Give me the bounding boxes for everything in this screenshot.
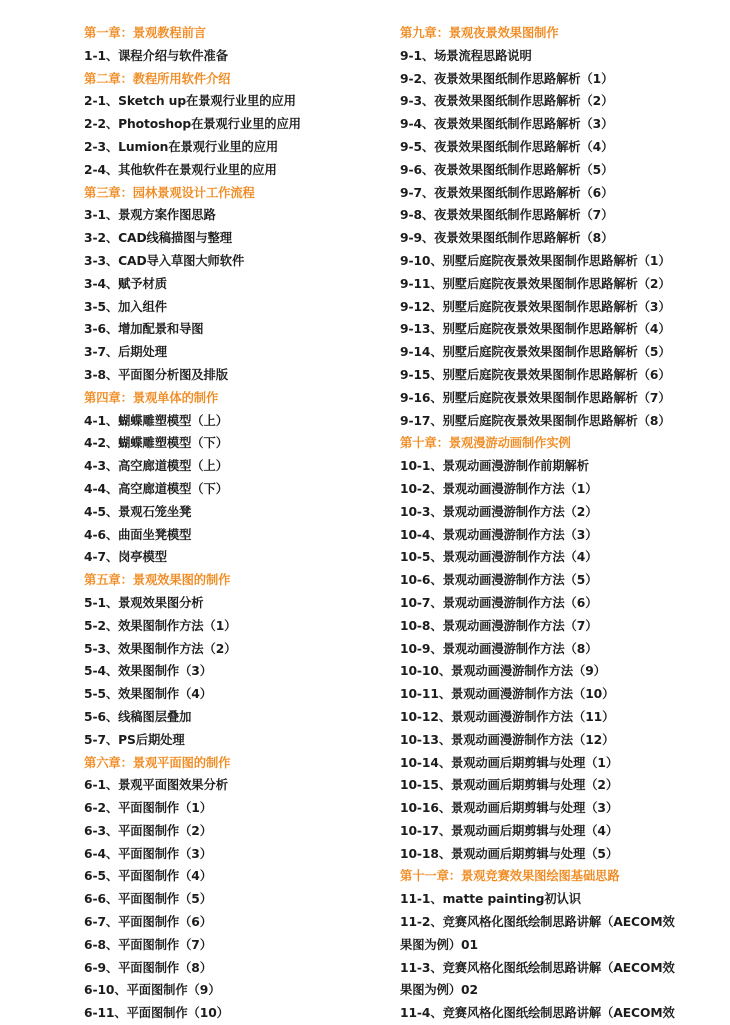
toc-item: 9-8、夜景效果图纸制作思路解析（7） bbox=[400, 208, 614, 223]
toc-item: 3-7、后期处理 bbox=[84, 345, 167, 360]
toc-item: 5-2、效果图制作方法（1） bbox=[84, 618, 237, 633]
chapter-heading: 第九章：景观夜景效果图制作 bbox=[400, 26, 559, 40]
toc-item: 9-7、夜景效果图纸制作思路解析（6） bbox=[400, 185, 614, 200]
toc-item: 10-3、景观动画漫游制作方法（2） bbox=[400, 504, 598, 519]
toc-item: 10-9、景观动画漫游制作方法（8） bbox=[400, 641, 598, 656]
toc-item: 6-4、平面图制作（3） bbox=[84, 846, 212, 861]
toc-item: 9-15、别墅后庭院夜景效果图制作思路解析（6） bbox=[400, 367, 671, 382]
toc-item: 1-1、课程介绍与软件准备 bbox=[84, 48, 228, 63]
toc-item: 10-10、景观动画漫游制作方法（9） bbox=[400, 664, 606, 679]
toc-item: 6-5、平面图制作（4） bbox=[84, 869, 212, 884]
toc-item: 6-6、平面图制作（5） bbox=[84, 892, 212, 907]
toc-item: 4-4、高空廊道模型（下） bbox=[84, 481, 228, 496]
toc-item: 5-5、效果图制作（4） bbox=[84, 687, 212, 702]
toc-item: 9-10、别墅后庭院夜景效果图制作思路解析（1） bbox=[400, 253, 671, 268]
toc-item: 9-2、夜景效果图纸制作思路解析（1） bbox=[400, 71, 614, 86]
toc-item: 9-9、夜景效果图纸制作思路解析（8） bbox=[400, 231, 614, 246]
toc-item: 5-6、线稿图层叠加 bbox=[84, 709, 192, 724]
chapter-heading: 第四章：景观单体的制作 bbox=[84, 390, 219, 405]
toc-item: 2-1、Sketch up在景观行业里的应用 bbox=[84, 94, 296, 109]
toc-item: 9-5、夜景效果图纸制作思路解析（4） bbox=[400, 139, 614, 154]
chapter-heading: 第十章：景观漫游动画制作实例 bbox=[400, 436, 571, 451]
toc-item: 10-4、景观动画漫游制作方法（3） bbox=[400, 527, 598, 542]
toc-item: 10-2、景观动画漫游制作方法（1） bbox=[400, 481, 598, 496]
toc-item: 5-1、景观效果图分析 bbox=[84, 595, 204, 610]
toc-item: 4-3、高空廊道模型（上） bbox=[84, 459, 228, 474]
toc-item: 9-16、别墅后庭院夜景效果图制作思路解析（7） bbox=[400, 390, 671, 405]
toc-item: 3-6、增加配景和导图 bbox=[84, 322, 204, 337]
toc-item: 3-8、平面图分析图及排版 bbox=[84, 367, 228, 382]
toc-item: 10-18、景观动画后期剪辑与处理（5） bbox=[400, 846, 619, 861]
toc-item: 9-12、别墅后庭院夜景效果图制作思路解析（3） bbox=[400, 299, 671, 314]
toc-item: 4-7、岗亭模型 bbox=[84, 550, 167, 565]
toc-item: 3-5、加入组件 bbox=[84, 299, 167, 314]
toc-item: 4-6、曲面坐凳模型 bbox=[84, 527, 192, 542]
toc-item: 3-4、赋予材质 bbox=[84, 276, 167, 291]
toc-item: 3-2、CAD线稿描图与整理 bbox=[84, 231, 232, 246]
toc-item: 4-2、蝴蝶雕塑模型（下） bbox=[84, 436, 228, 451]
toc-item: 6-10、平面图制作（9） bbox=[84, 983, 221, 998]
chapter-heading: 第十一章：景观竞赛效果图绘图基础思路 bbox=[400, 869, 620, 884]
toc-item: 9-6、夜景效果图纸制作思路解析（5） bbox=[400, 162, 614, 177]
toc-item: 6-7、平面图制作（6） bbox=[84, 915, 212, 930]
toc-item: 11-2、竞赛风格化图纸绘制思路讲解（AECOM效 bbox=[400, 915, 675, 930]
toc-left-column bbox=[84, 22, 380, 1025]
toc-item: 11-4、竞赛风格化图纸绘制思路讲解（AECOM效 bbox=[400, 1006, 675, 1021]
chapter-heading: 第三章：园林景观设计工作流程 bbox=[84, 185, 255, 200]
toc-item: 9-13、别墅后庭院夜景效果图制作思路解析（4） bbox=[400, 322, 671, 337]
toc-item: 9-1、场景流程思路说明 bbox=[400, 48, 532, 63]
toc-item: 10-15、景观动画后期剪辑与处理（2） bbox=[400, 778, 619, 793]
chapter-heading: 第一章：景观教程前言 bbox=[84, 26, 206, 40]
toc-item: 6-8、平面图制作（7） bbox=[84, 937, 212, 952]
toc-right-column bbox=[400, 22, 700, 1025]
toc-item: 6-3、平面图制作（2） bbox=[84, 823, 212, 838]
toc-item: 2-2、Photoshop在景观行业里的应用 bbox=[84, 117, 301, 132]
toc-item: 果图为例）02 bbox=[400, 983, 478, 998]
chapter-heading: 第二章：教程所用软件介绍 bbox=[84, 71, 231, 86]
toc-item: 5-7、PS后期处理 bbox=[84, 732, 185, 747]
toc-item: 6-1、景观平面图效果分析 bbox=[84, 778, 228, 793]
toc-item: 10-7、景观动画漫游制作方法（6） bbox=[400, 595, 598, 610]
toc-item: 10-8、景观动画漫游制作方法（7） bbox=[400, 618, 598, 633]
toc-item: 9-4、夜景效果图纸制作思路解析（3） bbox=[400, 117, 614, 132]
toc-item: 10-17、景观动画后期剪辑与处理（4） bbox=[400, 823, 619, 838]
toc-item: 9-17、别墅后庭院夜景效果图制作思路解析（8） bbox=[400, 413, 671, 428]
toc-item: 果图为例）01 bbox=[400, 937, 478, 952]
toc-item: 11-1、matte painting初认识 bbox=[400, 892, 581, 907]
toc-item: 10-14、景观动画后期剪辑与处理（1） bbox=[400, 755, 619, 770]
toc-item: 5-3、效果图制作方法（2） bbox=[84, 641, 237, 656]
toc-item: 2-3、Lumion在景观行业里的应用 bbox=[84, 139, 279, 154]
toc-item: 4-5、景观石笼坐凳 bbox=[84, 504, 192, 519]
toc-item: 10-6、景观动画漫游制作方法（5） bbox=[400, 573, 598, 588]
toc-item: 10-16、景观动画后期剪辑与处理（3） bbox=[400, 801, 619, 816]
toc-item: 9-11、别墅后庭院夜景效果图制作思路解析（2） bbox=[400, 276, 671, 291]
chapter-heading: 第六章：景观平面图的制作 bbox=[84, 755, 231, 770]
toc-item: 10-1、景观动画漫游制作前期解析 bbox=[400, 459, 589, 474]
toc-item: 10-11、景观动画漫游制作方法（10） bbox=[400, 687, 615, 702]
chapter-heading: 第五章：景观效果图的制作 bbox=[84, 573, 231, 588]
toc-item: 6-11、平面图制作（10） bbox=[84, 1006, 229, 1021]
toc-item: 9-14、别墅后庭院夜景效果图制作思路解析（5） bbox=[400, 345, 671, 360]
toc-item: 10-12、景观动画漫游制作方法（11） bbox=[400, 709, 615, 724]
toc-item: 9-3、夜景效果图纸制作思路解析（2） bbox=[400, 94, 614, 109]
toc-item: 3-3、CAD导入草图大师软件 bbox=[84, 253, 245, 268]
toc-item: 10-5、景观动画漫游制作方法（4） bbox=[400, 550, 598, 565]
toc-item: 6-2、平面图制作（1） bbox=[84, 801, 212, 816]
toc-item: 11-3、竞赛风格化图纸绘制思路讲解（AECOM效 bbox=[400, 960, 675, 975]
toc-item: 10-13、景观动画漫游制作方法（12） bbox=[400, 732, 615, 747]
toc-item: 5-4、效果图制作（3） bbox=[84, 664, 212, 679]
toc-item: 3-1、景观方案作图思路 bbox=[84, 208, 216, 223]
toc-item: 2-4、其他软件在景观行业里的应用 bbox=[84, 162, 277, 177]
toc-item: 6-9、平面图制作（8） bbox=[84, 960, 212, 975]
toc-item: 4-1、蝴蝶雕塑模型（上） bbox=[84, 413, 228, 428]
